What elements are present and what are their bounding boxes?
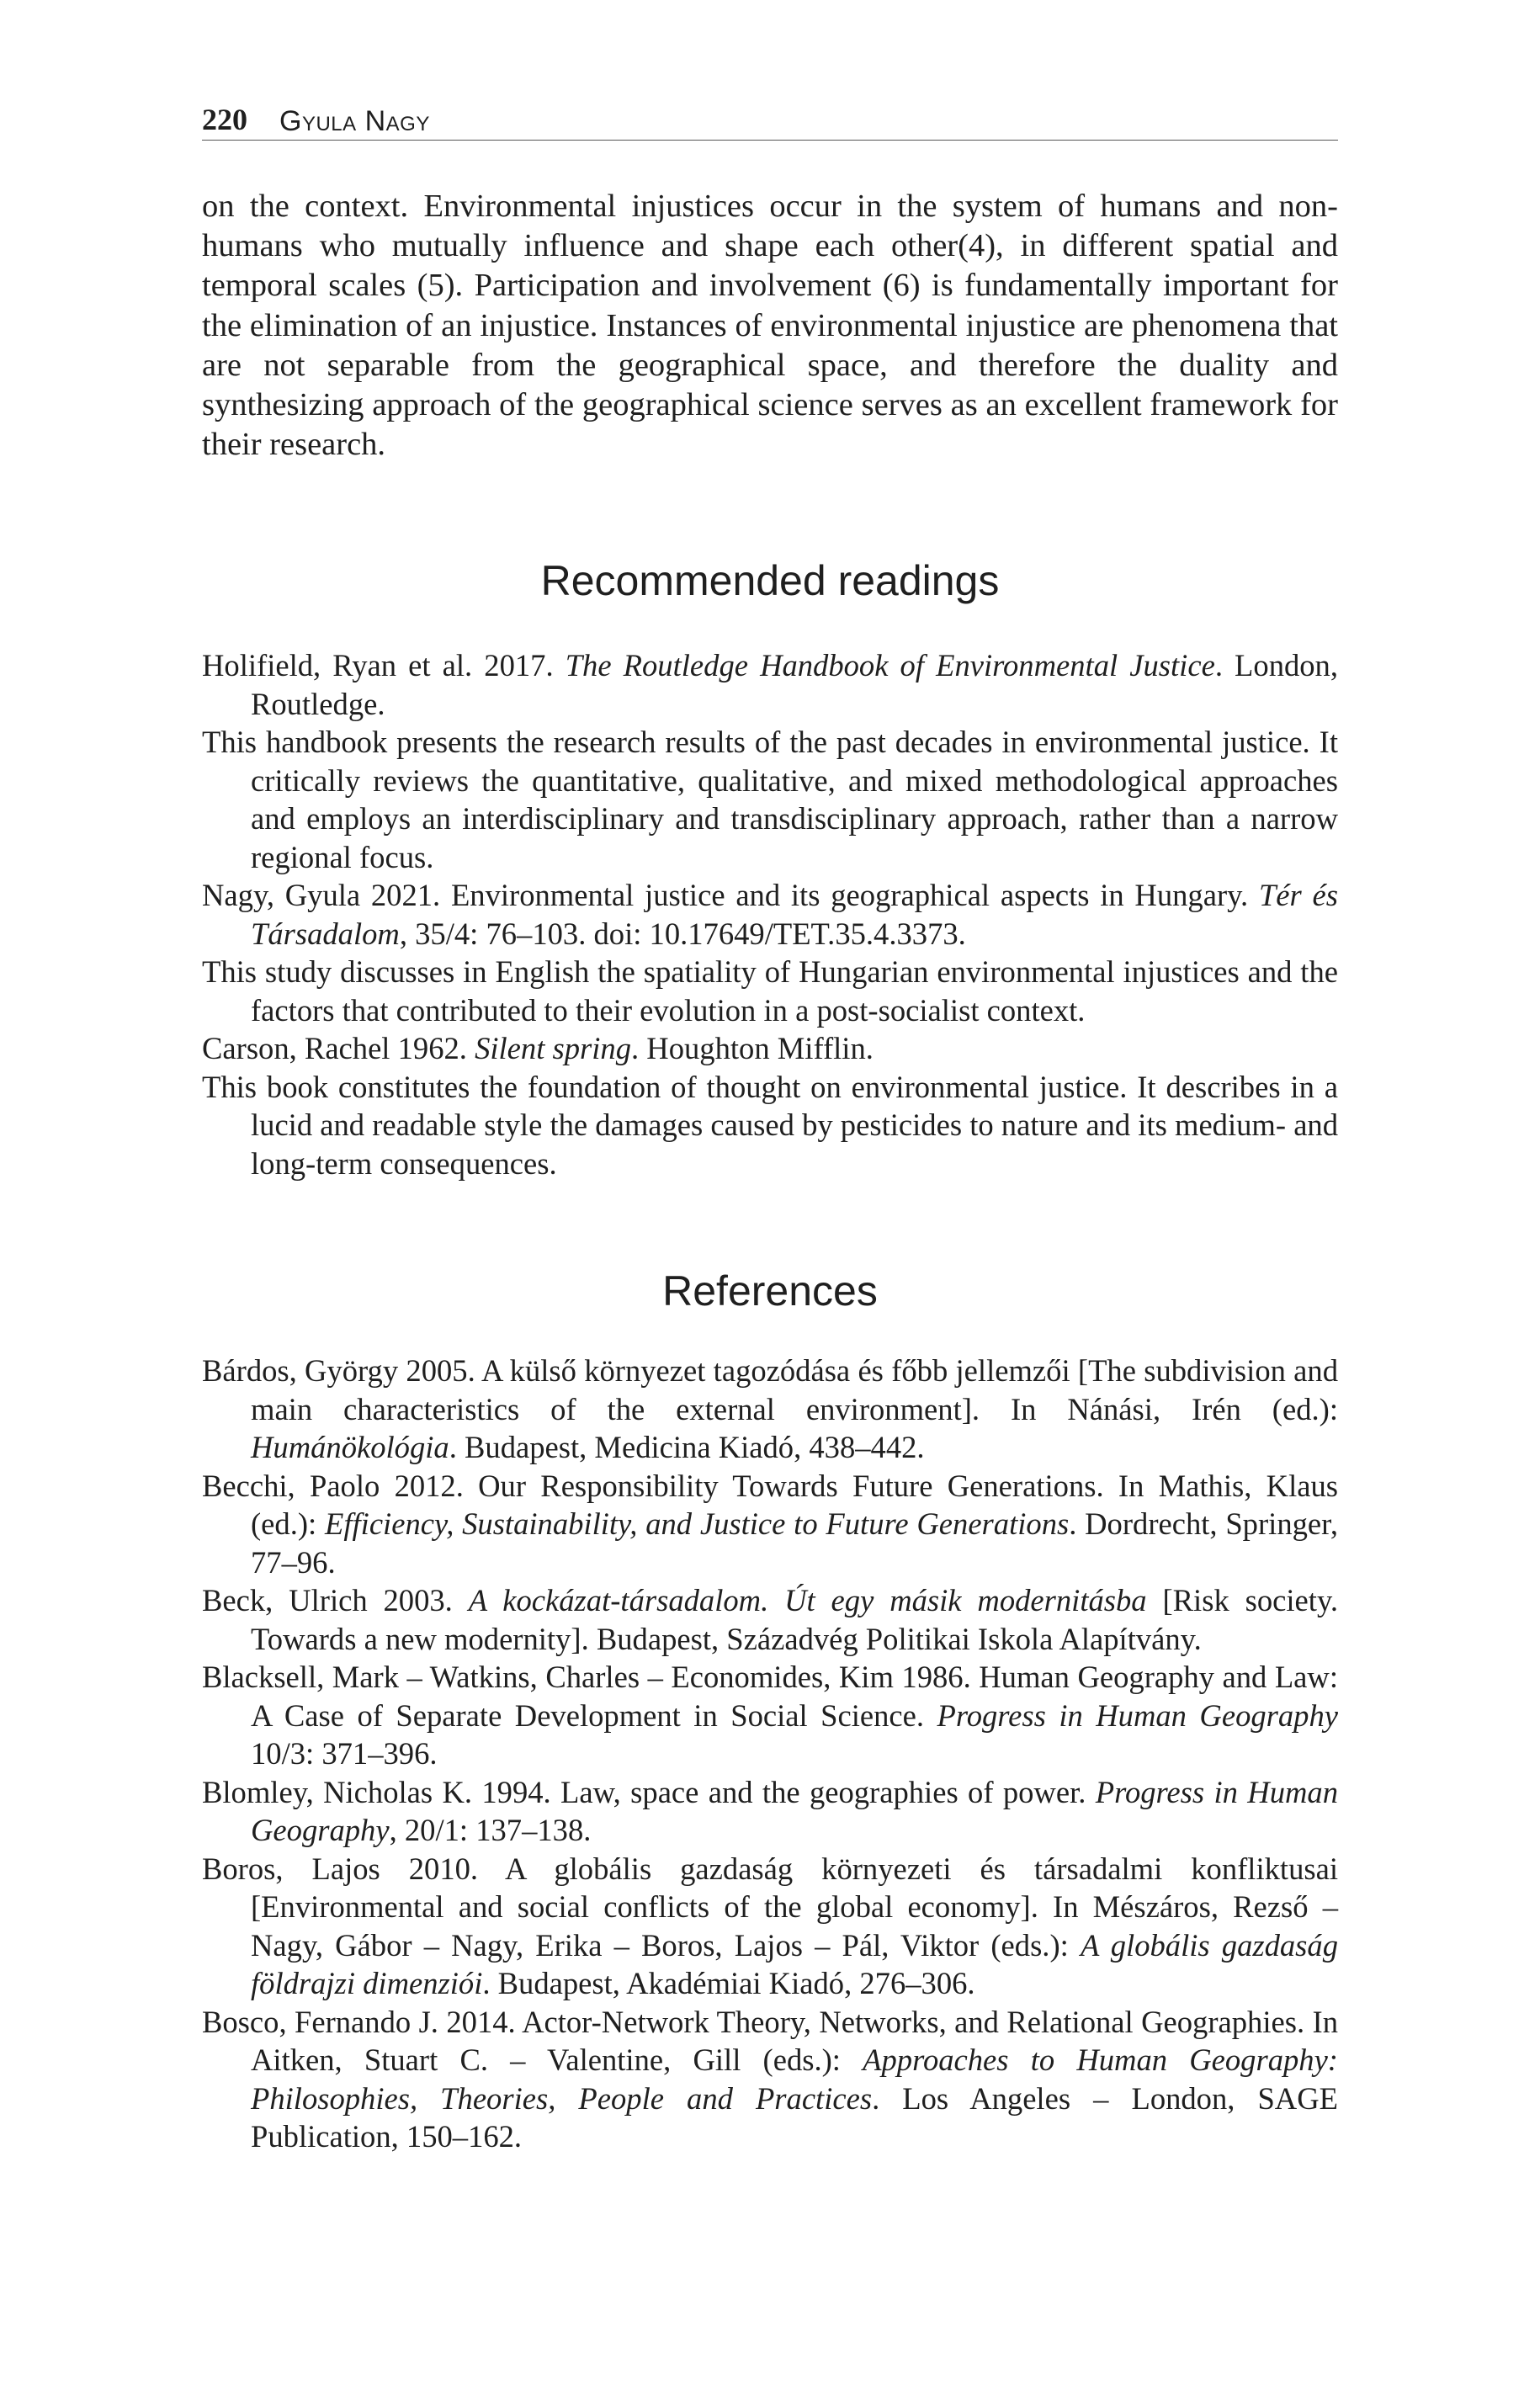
references-list <box>202 1352 1338 2156</box>
entry-text: Holifield, Ryan et al. 2017. <box>202 648 566 683</box>
entry-title: A kockázat-társadalom. Út egy másik modernitásba <box>468 1583 1147 1617</box>
reading-annotation <box>202 723 1338 876</box>
entry-text: . London, Routledge. <box>251 648 1338 721</box>
entry-text: [Risk society. Towards a new modernity]. Budapest, Századvég Politikai Iskola Alapítvány. <box>251 1583 1338 1656</box>
entry-title: Progress in Human Geography <box>251 1774 1338 1847</box>
entry-title: A globális gazdaság földrajzi dimenziói <box>251 1927 1338 2000</box>
running-head-author: Gyula Nagy <box>279 105 430 137</box>
entry-text: Boros, Lajos 2010. A globális gazdaság környezeti és társadalmi konfliktusai [Environmental and social conflicts of the global economy]. In Mészáros, Rezső – Nagy, Gábor – Nagy, Erika – Boros, Lajos – Pál, Viktor (eds.): <box>202 1851 1338 1963</box>
entry-text: , 35/4: 76–103. doi: 10.17649/TET.35.4.3373. <box>399 916 966 951</box>
entry-text: Nagy, Gyula 2021. Environmental justice and its geographical aspects in Hungary. <box>202 878 1259 912</box>
entry-title: Approaches to Human Geography: Philosophies, Theories, People and Practices <box>251 2042 1338 2116</box>
recommended-readings-list <box>202 646 1338 1182</box>
entry-text: . Budapest, Akadémiai Kiadó, 276–306. <box>482 1966 975 2000</box>
entry-text: Blacksell, Mark – Watkins, Charles – Economides, Kim 1986. Human Geography and Law: A Case of Separate Development in Social Science. <box>202 1660 1338 1733</box>
entry-title: Tér és Társadalom <box>251 878 1338 951</box>
reading-citation <box>202 876 1338 953</box>
reading-annotation <box>202 953 1338 1029</box>
reference-entry <box>202 1773 1338 1850</box>
reading-citation <box>202 646 1338 723</box>
entry-text: This book constitutes the foundation of thought on environmental justice. It describes in a lucid and readable style the damages caused by pesticides to nature and its medium- and long-term consequences. <box>202 1069 1339 1181</box>
entry-text: , 20/1: 137–138. <box>389 1813 592 1847</box>
entry-text: . Houghton Mifflin. <box>631 1031 874 1065</box>
entry-title: Humánökológia <box>251 1430 449 1464</box>
reference-entry <box>202 1850 1338 2003</box>
reference-entry <box>202 1467 1338 1582</box>
entry-text: This study discusses in English the spatiality of Hungarian environmental injustices and the factors that contributed to their evolution in a post-socialist context. <box>202 954 1338 1028</box>
reference-entry <box>202 2003 1338 2156</box>
entry-text: Bárdos, György 2005. A külső környezet tagozódása és főbb jellemzői [The subdivision and main characteristics of the external environment]. In Nánási, Irén (ed.): <box>202 1353 1338 1426</box>
entry-text: Becchi, Paolo 2012. Our Responsibility Towards Future Generations. In Mathis, Klaus (ed.): <box>202 1468 1338 1541</box>
page-number: 220 <box>202 103 247 136</box>
body-paragraph: on the context. Environmental injustices occur in the system of humans and non-humans who mutually influence and shape each other(4), in different spatial and temporal scales (5). Participation and involvement (6) is fundamentally important for the elimination of an injustice. Instances of environmental injustice are phenomena that are not separable from the geographical space, and therefore the duality and synthesizing approach of the geographical science serves as an excellent framework for their research. <box>202 189 1338 463</box>
entry-text: Beck, Ulrich 2003. <box>202 1583 469 1617</box>
running-head <box>202 101 1338 141</box>
entry-title: Efficiency, Sustainability, and Justice to Future Generations <box>324 1506 1070 1541</box>
entry-text: Bosco, Fernando J. 2014. Actor-Network Theory, Networks, and Relational Geographies. In Aitken, Stuart C. – Valentine, Gill (eds.): <box>202 2004 1338 2077</box>
references-heading: References <box>662 1267 878 1315</box>
entry-text: . Budapest, Medicina Kiadó, 438–442. <box>449 1430 925 1464</box>
entry-text: Blomley, Nicholas K. 1994. Law, space and the geographies of power. <box>202 1774 1096 1809</box>
reading-citation <box>202 1029 1338 1068</box>
book-page <box>202 0 1338 2385</box>
entry-title: Progress in Human Geography <box>937 1697 1338 1733</box>
entry-text: 10/3: 371–396. <box>251 1736 438 1771</box>
reference-entry <box>202 1352 1338 1467</box>
entry-title: Silent spring <box>475 1031 632 1065</box>
reading-annotation <box>202 1068 1338 1183</box>
entry-title: The Routledge Handbook of Environmental Justice <box>565 648 1215 683</box>
entry-text: This handbook presents the research results of the past decades in environmental justice. It critically reviews the quantitative, qualitative, and mixed methodological approaches and employs an interdisciplinary and transdisciplinary approach, rather than a narrow regional focus. <box>202 725 1338 874</box>
entry-text: . Dordrecht, Springer, 77–96. <box>251 1506 1338 1580</box>
entry-text: . Los Angeles – London, SAGE Publication, 150–162. <box>251 2080 1338 2154</box>
reference-entry <box>202 1581 1338 1658</box>
entry-text: Carson, Rachel 1962. <box>202 1031 475 1065</box>
recommended-readings-heading: Recommended readings <box>540 557 1000 604</box>
reference-entry <box>202 1658 1338 1773</box>
